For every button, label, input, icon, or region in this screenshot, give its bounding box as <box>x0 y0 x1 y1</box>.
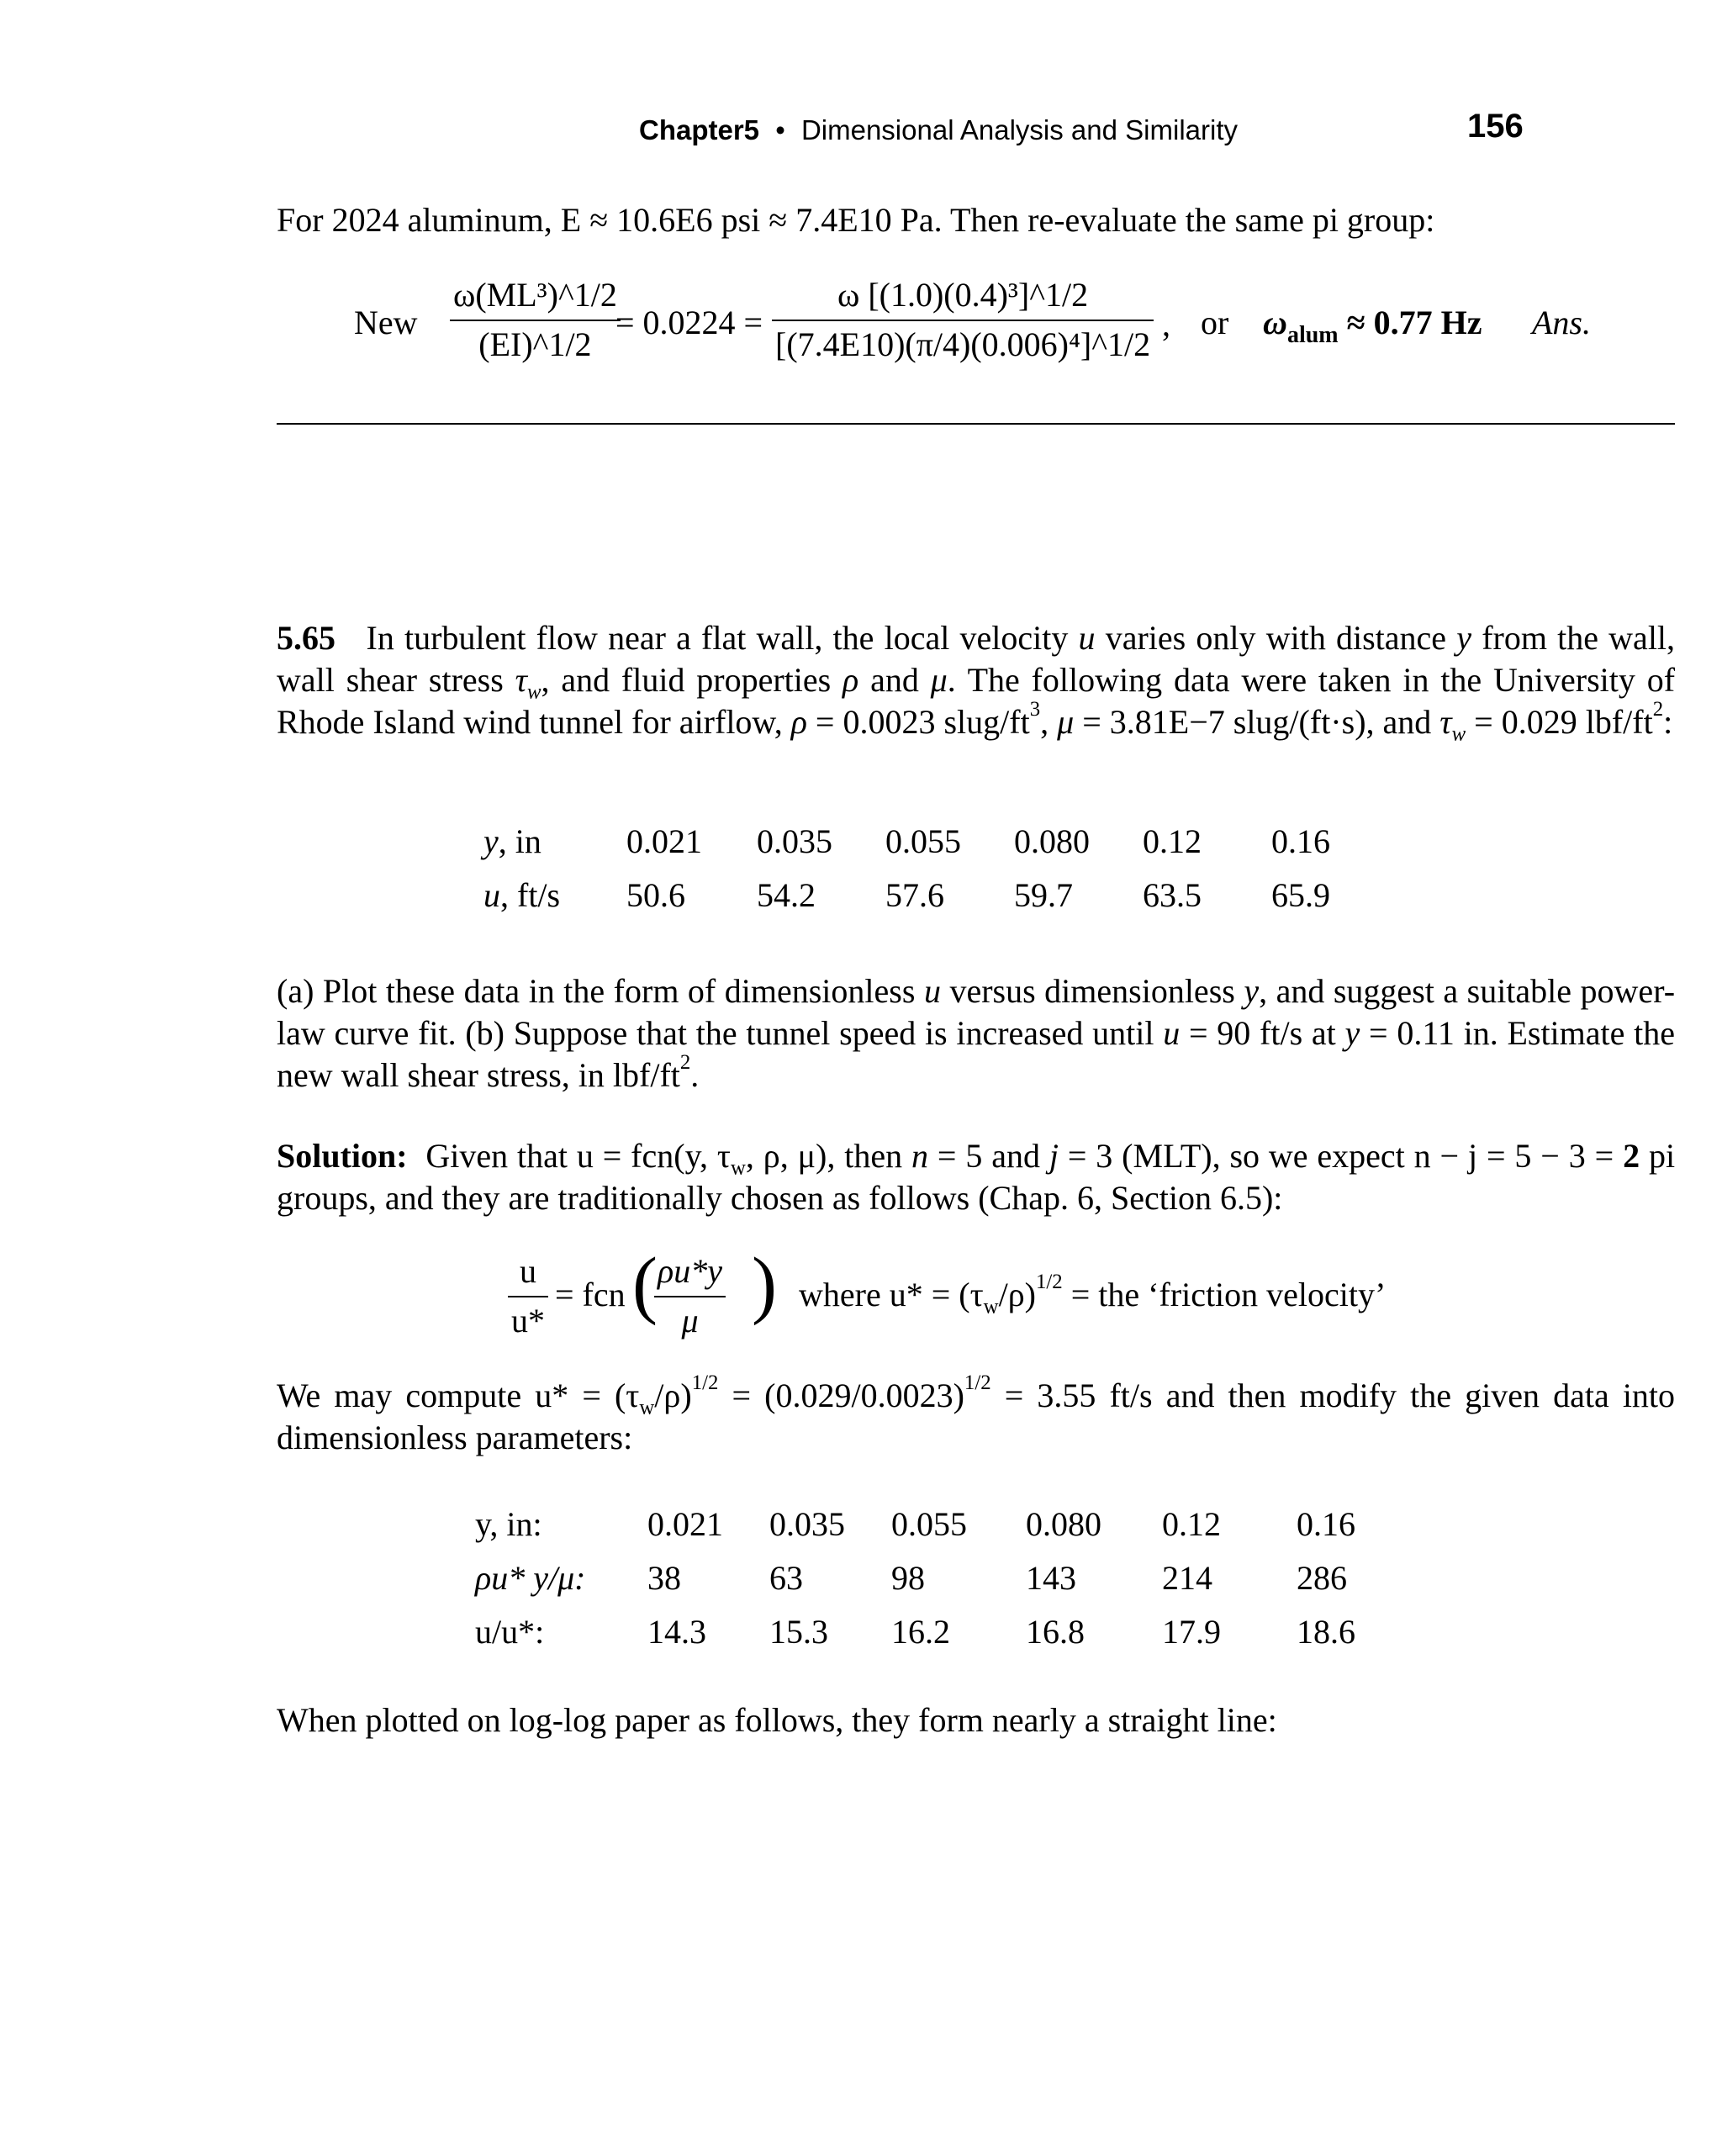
solution-part: , ρ, μ), then <box>745 1137 903 1175</box>
aluminum-intro: For 2024 aluminum, E ≈ 10.6E6 psi ≈ 7.4E10 Pa. Then re-evaluate the same pi group: <box>277 201 1435 239</box>
table-cell: 50.6 <box>626 875 685 914</box>
sub-w: w <box>1451 722 1466 746</box>
sub-w: w <box>526 680 541 704</box>
question-part: = 90 ft/s at <box>1188 1014 1336 1052</box>
table-cell: 18.6 <box>1297 1612 1355 1651</box>
sub-w: w <box>639 1396 655 1419</box>
closing-sentence: When plotted on log-log paper as follows, they form nearly a straight line: <box>277 1701 1277 1739</box>
question-text <box>277 970 1675 1096</box>
var-rho: ρ <box>843 661 859 699</box>
pi-group-denominator: (EI)^1/2 <box>450 320 621 364</box>
compute-part: = (0.029/0.0023) <box>732 1377 964 1414</box>
row-label: y, in: <box>475 1504 542 1543</box>
question-part: versus dimensionless <box>949 972 1235 1010</box>
solution-part: = 5 and <box>937 1137 1040 1175</box>
sup-2: 2 <box>1652 697 1664 721</box>
sup-half: 1/2 <box>691 1371 719 1394</box>
table-row <box>475 1551 1381 1604</box>
var-n: n <box>911 1137 928 1175</box>
question-part: (a) Plot these data in the form of dimensionless <box>277 972 916 1010</box>
pi-group-numerator: ω(ML³)^1/2 <box>453 276 617 314</box>
table-cell: 0.080 <box>1026 1504 1101 1543</box>
page-number: 156 <box>1467 108 1524 145</box>
label-var: u <box>483 875 500 914</box>
table-cell: 59.7 <box>1014 875 1073 914</box>
fraction-denominator: u* <box>508 1296 548 1340</box>
row-label: u/u*: <box>475 1612 545 1651</box>
var-tau: τ <box>1439 703 1452 741</box>
sup-2: 2 <box>679 1050 691 1074</box>
tau-value: = 0.029 lbf/ft <box>1474 703 1653 741</box>
row-label <box>483 868 626 922</box>
var-mu: μ <box>1057 703 1075 741</box>
table-cell: 0.021 <box>647 1504 723 1543</box>
sub-w: w <box>730 1156 746 1180</box>
ans-label: Ans. <box>1532 304 1591 341</box>
label-unit: , ft/s <box>500 875 561 914</box>
given-data-table <box>483 814 1355 922</box>
sup-half: 1/2 <box>1036 1270 1063 1293</box>
var-u: u <box>923 972 941 1010</box>
omega-alum-result <box>1263 303 1482 348</box>
table-cell: 17.9 <box>1162 1612 1221 1651</box>
chapter-label: Chapter5 <box>639 114 760 145</box>
omega-symbol: ω <box>1263 304 1287 341</box>
eq-comma: , <box>1162 305 1170 343</box>
table-cell: 16.2 <box>891 1612 950 1651</box>
period: . <box>690 1056 700 1094</box>
var-y: y <box>1344 1014 1360 1052</box>
table-row <box>475 1604 1381 1658</box>
table-cell: 14.3 <box>647 1612 706 1651</box>
label-unit: , in <box>498 822 541 860</box>
var-y: y <box>1456 619 1472 657</box>
table-row <box>475 1497 1381 1551</box>
table-cell: 143 <box>1026 1558 1076 1597</box>
rho-value: = 0.0023 slug/ft <box>815 703 1030 741</box>
solution-part: pi groups, and they are traditionally chosen as follows (Chap. 6, Section 6.5): <box>277 1137 1676 1217</box>
fraction-numerator: u <box>520 1252 536 1290</box>
table-cell: 54.2 <box>757 875 816 914</box>
running-header <box>639 114 1238 146</box>
var-j: j <box>1049 1137 1059 1175</box>
var-mu: μ <box>930 661 948 699</box>
var-y: y <box>1244 972 1260 1010</box>
table-cell: 0.021 <box>626 822 702 860</box>
compute-part: = 3.55 ft/s and then modify the given data into dimensionless parameters: <box>277 1377 1676 1456</box>
table-cell: 0.055 <box>885 822 961 860</box>
fraction-numerator: ρu*y <box>658 1252 722 1290</box>
label-var: y <box>483 822 499 860</box>
problem-text: . The following data were taken in the University of Rhode Island wind tunnel for airflow, <box>277 661 1676 741</box>
paren-right: ) <box>752 1243 777 1326</box>
solution-text <box>277 1135 1675 1219</box>
table-cell: 286 <box>1297 1558 1347 1597</box>
table-cell: 0.055 <box>891 1504 967 1543</box>
var-u: u <box>1163 1014 1181 1052</box>
problem-text: from the wall, wall shear stress <box>277 619 1676 699</box>
chapter-title: Dimensional Analysis and Similarity <box>800 114 1238 145</box>
pi-group-value: = 0.0224 = <box>615 304 763 341</box>
eq-part: /ρ) <box>998 1276 1036 1313</box>
table-cell: 0.12 <box>1162 1504 1221 1543</box>
sup-3: 3 <box>1029 697 1041 721</box>
friction-velocity-definition <box>799 1270 1387 1318</box>
table-cell: 15.3 <box>769 1612 828 1651</box>
eq-part: where u* = (τ <box>799 1276 984 1313</box>
eq-or: or <box>1201 304 1229 341</box>
header-bullet: • <box>775 114 785 145</box>
pi-group-count: 2 <box>1623 1137 1640 1175</box>
eq-new-label: New <box>354 304 418 341</box>
table-row <box>483 868 1355 922</box>
solution-label: Solution: <box>277 1137 408 1175</box>
solution-part: Given that u = fcn(y, τ <box>425 1137 731 1175</box>
problem-number: 5.65 <box>277 619 335 657</box>
table-cell: 98 <box>891 1558 925 1597</box>
sub-w: w <box>983 1295 999 1318</box>
compute-part: u* = (τ <box>535 1377 640 1414</box>
question-part: = 0.11 in. Estimate the new wall shear stress, in lbf/ft <box>277 1014 1676 1094</box>
compute-part: /ρ) <box>654 1377 692 1414</box>
table-cell: 0.16 <box>1297 1504 1355 1543</box>
section-divider <box>277 423 1675 425</box>
sup-half: 1/2 <box>964 1371 991 1394</box>
dimensionless-data-table <box>475 1497 1381 1658</box>
table-cell: 0.12 <box>1143 822 1202 860</box>
pi-group-fraction <box>450 275 621 364</box>
var-tau: τ <box>515 661 527 699</box>
alum-subscript: alum <box>1286 321 1339 348</box>
substitution-numerator: ω [(1.0)(0.4)³]^1/2 <box>837 276 1089 314</box>
mu-value: = 3.81E−7 slug/(ft·s), and <box>1082 703 1432 741</box>
reynolds-fraction <box>654 1251 726 1340</box>
problem-statement: 5.65 In turbulent flow near a flat wall, the local velocity u varies only with distance y from the wall, wall shear stress $\tau_w$, and fluid properties ρ and μ. The following data were taken in the University of Rhode Island wind tunnel for airflow, ρ = 0.0023 slug/$ft^3$, μ = 3.81E−7 slug/(ft·s), and $\tau_w = 0.029$ lbf/$ft^2$: <box>277 619 1676 746</box>
problem-text: varies only with distance <box>1105 619 1447 657</box>
paren-left: ( <box>632 1243 658 1326</box>
question-part: , and suggest a suitable power-law curve fit. (b) Suppose that the tunnel speed is increased until <box>277 972 1676 1052</box>
var-u: u <box>1078 619 1096 657</box>
table-cell: 0.035 <box>757 822 832 860</box>
table-cell: 57.6 <box>885 875 944 914</box>
table-cell: 214 <box>1162 1558 1212 1597</box>
solution-part: = 3 (MLT), so we expect n − j = 5 − 3 = <box>1067 1137 1614 1175</box>
table-cell: 0.16 <box>1271 822 1330 860</box>
substitution-denominator: [(7.4E10)(π/4)(0.006)⁴]^1/2 <box>772 320 1154 364</box>
problem-text: In turbulent flow near a flat wall, the local velocity <box>366 619 1069 657</box>
table-cell: 65.9 <box>1271 875 1330 914</box>
problem-text: , and fluid properties <box>541 661 832 699</box>
table-cell: 38 <box>647 1558 681 1597</box>
substitution-fraction <box>772 275 1154 364</box>
var-rho: ρ <box>790 703 807 741</box>
table-cell: 0.035 <box>769 1504 845 1543</box>
fcn-label: = fcn <box>555 1276 626 1313</box>
table-row <box>483 814 1355 868</box>
fraction-denominator: μ <box>654 1296 726 1340</box>
compute-part: We may compute <box>277 1377 522 1414</box>
row-label <box>483 814 626 868</box>
table-cell: 0.080 <box>1014 822 1090 860</box>
table-cell: 63 <box>769 1558 803 1597</box>
result-value: ≈ 0.77 Hz <box>1346 304 1482 341</box>
problem-text: and <box>870 661 919 699</box>
table-cell: 16.8 <box>1026 1612 1085 1651</box>
row-label: ρu* y/μ: <box>475 1558 586 1597</box>
colon: : <box>1663 703 1673 741</box>
table-cell: 63.5 <box>1143 875 1202 914</box>
u-over-ustar-fraction <box>508 1251 548 1340</box>
compute-ustar-text <box>277 1371 1676 1459</box>
eq-part: = the ‘friction velocity’ <box>1070 1276 1387 1313</box>
